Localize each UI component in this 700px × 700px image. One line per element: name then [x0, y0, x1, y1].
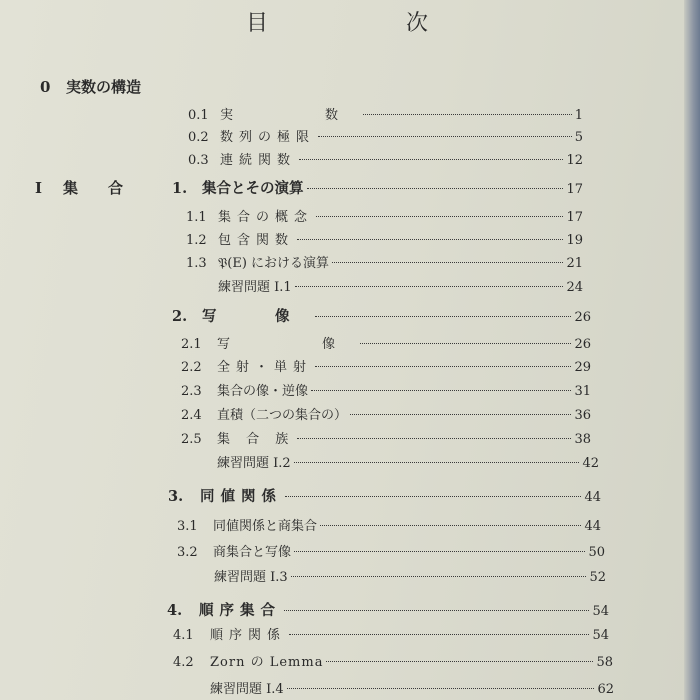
toc-exercises-4[interactable] [210, 678, 614, 697]
toc-entry-3-1[interactable] [177, 515, 601, 534]
entry-number: 2. [172, 308, 188, 325]
entry-number: 3. [168, 488, 184, 505]
entry-title: 実 数 [220, 108, 361, 123]
entry-number: 1.1 [186, 210, 207, 225]
toc-exercises-3[interactable] [214, 566, 606, 585]
dot-leader [318, 136, 572, 137]
entry-number: 1.2 [186, 233, 207, 248]
chapter-0-heading [40, 76, 141, 97]
entry-title: 写 像 [217, 337, 358, 352]
entry-page: 54 [592, 604, 609, 619]
entry-title: 同値関係と商集合 [213, 519, 318, 534]
toc-entry-0-3[interactable] [188, 149, 583, 168]
page-edge-shadow [684, 0, 700, 700]
dot-leader [287, 688, 595, 689]
dot-leader [311, 390, 571, 391]
entry-title: 順序集合 [199, 602, 281, 619]
toc-entry-0-1[interactable] [188, 104, 583, 123]
toc-exercises-2[interactable] [217, 452, 599, 471]
toc-section-3[interactable] [168, 485, 601, 506]
entry-page: 26 [574, 310, 591, 325]
chapter-1-heading [35, 177, 123, 198]
toc-section-2[interactable] [172, 305, 591, 326]
dot-leader [307, 188, 564, 189]
dot-leader [289, 634, 589, 635]
entry-number: 2.4 [181, 408, 202, 423]
dot-leader [315, 366, 571, 367]
dot-leader [320, 525, 581, 526]
entry-number: 0.2 [188, 130, 209, 145]
entry-title: 集合の概念 [218, 210, 314, 225]
chapter-0-title: 実数の構造 [66, 78, 142, 96]
entry-title: 練習問題 I.1 [218, 280, 292, 295]
dot-leader [295, 286, 564, 287]
entry-page: 5 [574, 130, 583, 145]
entry-page: 17 [566, 182, 583, 197]
entry-page: 19 [566, 233, 583, 248]
toc-entry-2-4[interactable] [181, 404, 591, 423]
entry-title: 順序関係 [210, 628, 287, 643]
entry-number: 4.2 [173, 655, 194, 670]
toc-entry-1-3[interactable] [186, 252, 583, 271]
dot-leader [297, 438, 571, 439]
dot-leader [316, 216, 563, 217]
chapter-1-number: I [35, 179, 43, 197]
toc-entry-2-5[interactable] [181, 428, 591, 447]
entry-title: 練習問題 I.4 [210, 682, 284, 697]
entry-title: 𝔓(E) における演算 [218, 256, 330, 271]
entry-page: 24 [566, 280, 583, 295]
entry-page: 1 [574, 108, 583, 123]
entry-title: 写 像 [202, 308, 312, 325]
toc-entry-1-1[interactable] [186, 206, 583, 225]
entry-page: 17 [566, 210, 583, 225]
entry-title: Zorn の Lemma [210, 655, 324, 670]
toc-entry-2-3[interactable] [181, 380, 591, 399]
entry-page: 44 [584, 490, 601, 505]
entry-number: 0.3 [188, 153, 209, 168]
toc-section-1[interactable] [172, 177, 583, 198]
dot-leader [285, 496, 581, 497]
entry-number: 1.3 [186, 256, 207, 271]
entry-page: 58 [596, 655, 613, 670]
entry-title: 練習問題 I.3 [214, 570, 288, 585]
entry-title: 全射・単射 [217, 360, 313, 375]
toc-entry-2-1[interactable] [181, 333, 591, 352]
dot-leader [315, 316, 572, 317]
entry-page: 26 [574, 337, 591, 352]
entry-title: 包含関数 [218, 233, 295, 248]
entry-number: 2.1 [181, 337, 202, 352]
dot-leader [291, 576, 587, 577]
toc-entry-3-2[interactable] [177, 541, 605, 560]
entry-number: 4. [167, 602, 183, 619]
entry-page: 36 [574, 408, 591, 423]
dot-leader [360, 343, 571, 344]
dot-leader [297, 239, 563, 240]
entry-title: 商集合と写像 [213, 545, 292, 560]
entry-page: 12 [566, 153, 583, 168]
toc-entry-0-2[interactable] [188, 126, 583, 145]
dot-leader [294, 462, 580, 463]
dot-leader [332, 262, 563, 263]
entry-page: 44 [584, 519, 601, 534]
entry-page: 54 [592, 628, 609, 643]
toc-entry-4-2[interactable] [173, 651, 613, 670]
toc-exercises-1[interactable] [218, 276, 583, 295]
entry-number: 3.2 [177, 545, 198, 560]
entry-title: 集合とその演算 [202, 180, 304, 197]
entry-page: 52 [589, 570, 606, 585]
toc-entry-1-2[interactable] [186, 229, 583, 248]
entry-number: 4.1 [173, 628, 194, 643]
entry-page: 38 [574, 432, 591, 447]
entry-page: 62 [597, 682, 614, 697]
entry-title: 同値関係 [200, 488, 282, 505]
chapter-1-title: 集 合 [63, 179, 124, 197]
dot-leader [326, 661, 593, 662]
entry-title: 練習問題 I.2 [217, 456, 291, 471]
entry-page: 31 [574, 384, 591, 399]
entry-number: 0.1 [188, 108, 209, 123]
entry-page: 29 [574, 360, 591, 375]
toc-entry-4-1[interactable] [173, 624, 609, 643]
entry-page: 42 [582, 456, 599, 471]
dot-leader [294, 551, 585, 552]
entry-title: 直積（二つの集合の） [217, 408, 348, 423]
entry-title: 集 合 族 [217, 432, 295, 447]
entry-title: 数列の極限 [220, 130, 316, 145]
toc-entry-2-2[interactable] [181, 356, 591, 375]
entry-number: 3.1 [177, 519, 198, 534]
entry-page: 21 [566, 256, 583, 271]
toc-section-4[interactable] [167, 599, 609, 620]
dot-leader [284, 610, 589, 611]
dot-leader [363, 114, 572, 115]
entry-number: 2.2 [181, 360, 202, 375]
entry-page: 50 [588, 545, 605, 560]
entry-number: 2.3 [181, 384, 202, 399]
entry-number: 2.5 [181, 432, 202, 447]
page-title: 目 次 [245, 11, 486, 36]
entry-title: 連続関数 [220, 153, 297, 168]
entry-number: 1. [172, 180, 188, 197]
chapter-0-number: 0 [40, 78, 51, 96]
dot-leader [350, 414, 571, 415]
entry-title: 集合の像・逆像 [217, 384, 309, 399]
dot-leader [299, 159, 563, 160]
